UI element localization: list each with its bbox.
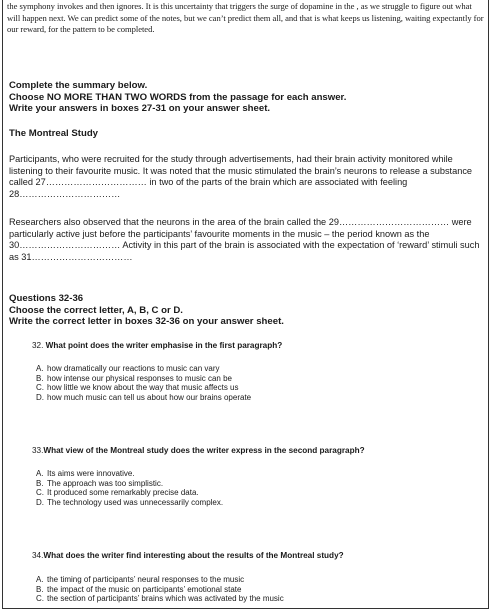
option-a: A. the timing of participants’ neural responses to the music [36, 575, 245, 584]
question-number: 32. [32, 341, 44, 350]
passage-excerpt: the symphony invokes and then ignores. It is this uncertainty that triggers the surge of dopamine in the , as we struggle to figure out what will happen next. We can predict some of the notes, but we can’t predict them all, and that is what keeps us listening, waiting expectantly for our reward, for the pattern to be completed. [7, 1, 484, 34]
question-33 [32, 446, 482, 455]
summary-paragraph-1: Participants, who were recruited for the study through advertisements, had their brain activity monitored while listening to their favourite music. It was noted that the music stimulated the brain’s neurons to release a substance called 27…………………………… in two of the parts of the brain which are associated with feeling 28…………………………… [9, 154, 473, 199]
question-text: What point does the writer emphasise in the first paragraph? [45, 341, 283, 350]
option-b: B. the impact of the music on participants’ emotional state [36, 584, 242, 594]
option-b: B. The approach was too simplistic. [36, 478, 164, 488]
option-c: C. the section of participants’ brains which was activated by the music [36, 594, 284, 604]
question-33-options [36, 469, 482, 508]
summary-title: The Montreal Study [9, 128, 99, 139]
question-32-options [36, 364, 482, 403]
question-34-options [36, 575, 482, 604]
option-a: A. Its aims were innovative. [36, 469, 135, 478]
question-text: What does the writer find interesting about the results of the Montreal study? [43, 551, 344, 560]
question-number: 34. [32, 551, 44, 560]
summary-instruction-2: Choose NO MORE THAN TWO WORDS from the passage for each answer. [9, 91, 347, 103]
summary-instructions [9, 80, 485, 115]
option-c: C. It produced some remarkably precise data. [36, 488, 199, 498]
questions-instructions [9, 293, 485, 328]
option-d: D. The technology used was unnecessarily complex. [36, 498, 224, 508]
question-34 [32, 551, 482, 560]
question-32 [32, 341, 482, 350]
summary-paragraph-2: Researchers also observed that the neurons in the area of the brain called the 29……………………………… were particularly active just before the participants’ favourite moments in the music – the period known as the 30…………………………… Activity in this part of the brain is associated with the expectation of ‘reward’ stimuli such as 31…………………………… [9, 217, 480, 262]
summary-instruction-3: Write your answers in boxes 27-31 on your answer sheet. [9, 103, 271, 115]
option-a: A. how dramatically our reactions to music can vary [36, 364, 220, 373]
summary-instruction-1: Complete the summary below. [9, 80, 148, 91]
question-text: What view of the Montreal study does the writer express in the second paragraph? [43, 446, 365, 455]
questions-instruction-2: Write the correct letter in boxes 32-36 on your answer sheet. [9, 316, 284, 328]
questions-title: Questions 32-36 [9, 293, 84, 304]
questions-instruction-1: Choose the correct letter, A, B, C or D. [9, 304, 183, 316]
option-d: D. how much music can tell us about how our brains operate [36, 393, 252, 403]
option-c: C. how little we know about the way that music affects us [36, 383, 239, 393]
question-number: 33. [32, 446, 44, 455]
option-b: B. how intense our physical responses to music can be [36, 373, 232, 383]
